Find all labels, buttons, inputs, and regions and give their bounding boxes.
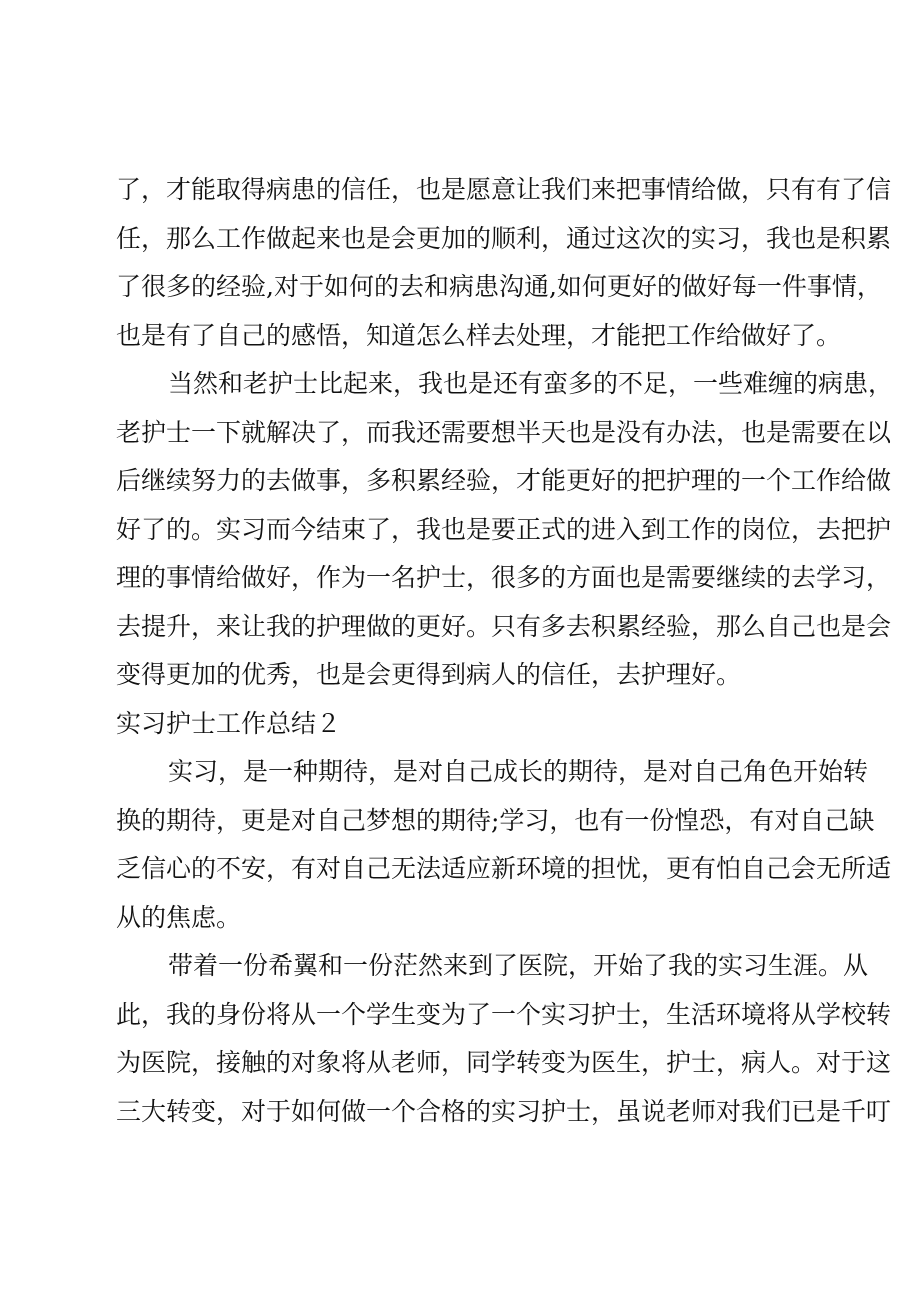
paragraph xyxy=(116,942,892,1136)
text-line: 此，我的身份将从一个学生变为了一个实习护士，生活环境将从学校转 xyxy=(116,999,892,1029)
text-line: 为医院，接触的对象将从老师，同学转变为医生，护士，病人。对于这 xyxy=(116,1048,892,1077)
text-line: 实习，是一种期待，是对自己成长的期待，是对自己角色开始转 xyxy=(168,757,869,786)
heading-text: 实习护士工作总结２ xyxy=(116,708,342,738)
text-line: 变得更加的优秀，也是会更得到病人的信任，去护理好。 xyxy=(116,660,742,689)
text-line: 了，才能取得病患的信任，也是愿意让我们来把事情给做，只有有了信 xyxy=(116,175,892,204)
text-line: 去提升，来让我的护理做的更好。只有多去积累经验，那么自己也是会 xyxy=(116,611,892,641)
text-line: 也是有了自己的感悟，知道怎么样去处理，才能把工作给做好了。 xyxy=(116,320,842,350)
text-line: 了很多的经验,对于如何的去和病患沟通,如何更好的做好每一件事情， xyxy=(116,272,882,301)
text-line: 任，那么工作做起来也是会更加的顺利，通过这次的实习，我也是积累 xyxy=(116,223,892,253)
paragraph xyxy=(116,166,892,360)
paragraph xyxy=(116,360,894,700)
paragraph xyxy=(116,748,892,942)
text-line: 理的事情给做好，作为一名护士，很多的方面也是需要继续的去学习， xyxy=(116,563,892,592)
text-line: 后继续努力的去做事，多积累经验，才能更好的把护理的一个工作给做 xyxy=(116,466,892,495)
text-line: 好了的。实习而今结束了，我也是要正式的进入到工作的岗位，去把护 xyxy=(116,514,892,544)
text-line: 带着一份希翼和一份茫然来到了医院，开始了我的实习生涯。从 xyxy=(168,951,869,980)
text-line: 三大转变，对于如何做一个合格的实习护士，虽说老师对我们已是千叮 xyxy=(116,1096,892,1126)
text-line: 从的焦虑。 xyxy=(116,902,242,932)
text-line: 换的期待，更是对自己梦想的期待;学习，也有一份惶恐，有对自己缺 xyxy=(116,805,875,835)
text-line: 乏信心的不安，有对自己无法适应新环境的担忧，更有怕自己会无所适 xyxy=(116,854,892,883)
text-line: 老护士一下就解决了，而我还需要想半天也是没有办法，也是需要在以 xyxy=(116,417,892,447)
text-line: 当然和老护士比起来，我也是还有蛮多的不足，一些难缠的病患， xyxy=(168,369,894,398)
document-body xyxy=(116,166,894,1136)
section-heading xyxy=(116,700,802,749)
